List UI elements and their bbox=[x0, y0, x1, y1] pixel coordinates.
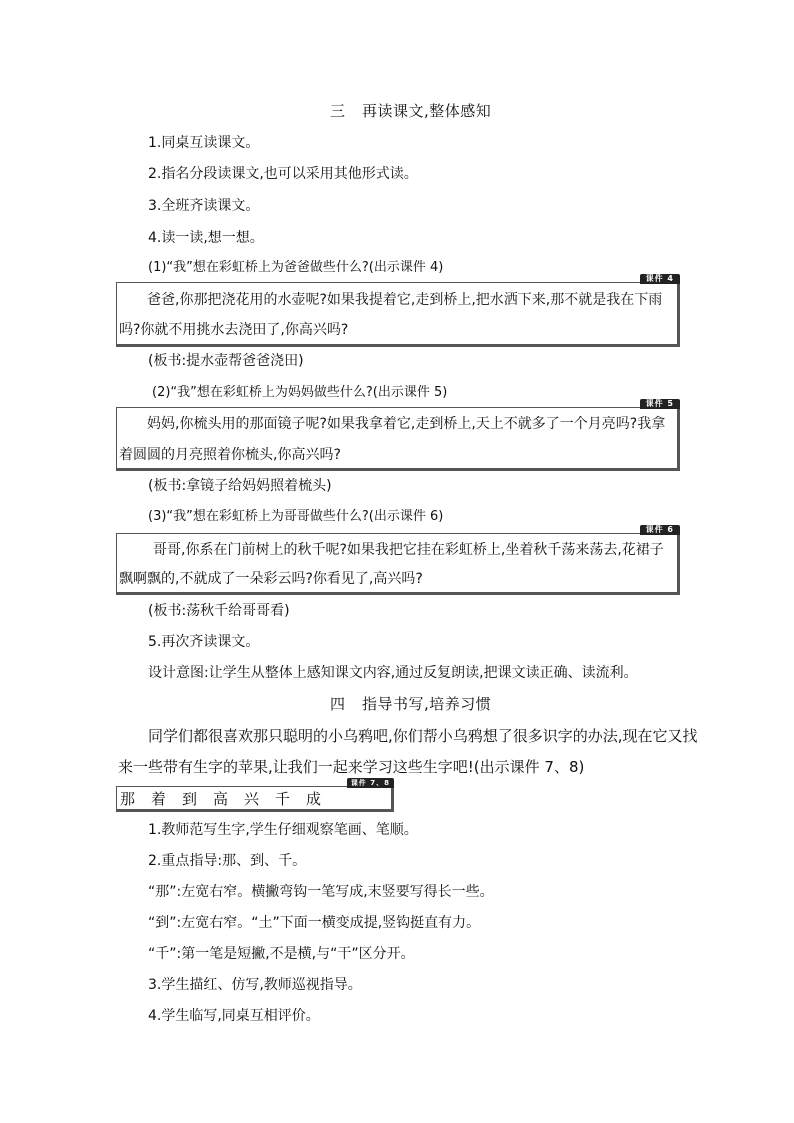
board-note-2: (板书:拿镜子给妈妈照着梳头) bbox=[148, 478, 332, 494]
box-6-line-2: 飘啊飘的,不就成了一朵彩云吗?你看见了,高兴吗? bbox=[119, 571, 423, 587]
courseware-tag-4: 课件 4 bbox=[640, 274, 680, 284]
character-dao: 到 bbox=[182, 790, 198, 808]
box-5-line-1: 妈妈,你梳头用的那面镜子呢?如果我拿着它,走到桥上,天上不就多了一个月亮吗?我拿 bbox=[147, 416, 666, 432]
section-4-number: 四 bbox=[330, 695, 346, 713]
courseware-tag-7-8: 课件 7、8 bbox=[347, 778, 394, 788]
courseware-box-6 bbox=[116, 525, 680, 595]
section-3-title: 再读课文,整体感知 bbox=[362, 102, 492, 120]
section-4-heading bbox=[330, 694, 491, 714]
box-5-line-2: 着圆圆的月亮照着你梳头,你高兴吗? bbox=[119, 447, 341, 463]
box-4-line-2: 吗?你就不用挑水去浇田了,你高兴吗? bbox=[119, 322, 349, 338]
box-6-line-1: 哥哥,你系在门前树上的秋千呢?如果我把它挂在彩虹桥上,坐着秋千荡来荡去,花裙子 bbox=[153, 542, 664, 558]
character-cheng: 成 bbox=[306, 790, 322, 808]
step-4: 4.读一读,想一想。 bbox=[148, 230, 264, 246]
character-zhe: 着 bbox=[151, 790, 167, 808]
new-characters-box bbox=[116, 779, 394, 812]
board-note-3: (板书:荡秋千给哥哥看) bbox=[148, 603, 290, 619]
box-4-line-1: 爸爸,你那把浇花用的水壶呢?如果我提着它,走到桥上,把水洒下来,那不就是我在下雨 bbox=[147, 292, 663, 308]
section-4-intro-line-1: 同学们都很喜欢那只聪明的小乌鸦吧,你们帮小乌鸦想了很多识字的办法,现在它又找 bbox=[148, 727, 698, 745]
guide-qian: “千”:第一笔是短撇,不是横,与“干”区分开。 bbox=[148, 946, 415, 962]
board-note-1: (板书:提水壶帮爸爸浇田) bbox=[148, 353, 304, 369]
question-1: (1)“我”想在彩虹桥上为爸爸做些什么?(出示课件 4) bbox=[148, 260, 444, 275]
new-characters bbox=[120, 789, 337, 809]
question-3: (3)“我”想在彩虹桥上为哥哥做些什么?(出示课件 6) bbox=[148, 509, 444, 524]
step-3: 3.全班齐读课文。 bbox=[148, 198, 260, 214]
character-na: 那 bbox=[120, 790, 136, 808]
guide-dao: “到”:左宽右窄。“土”下面一横变成提,竖钩挺直有力。 bbox=[148, 915, 481, 931]
writing-step-2: 2.重点指导:那、到、千。 bbox=[148, 853, 307, 869]
guide-na: “那”:左宽右窄。横撇弯钩一笔写成,末竖要写得长一些。 bbox=[148, 884, 494, 900]
character-gao: 高 bbox=[213, 790, 229, 808]
writing-step-4: 4.学生临写,同桌互相评价。 bbox=[148, 1008, 320, 1024]
section-4-title: 指导书写,培养习惯 bbox=[362, 695, 492, 713]
character-qian: 千 bbox=[275, 790, 291, 808]
courseware-box-4 bbox=[116, 274, 680, 347]
courseware-box-5 bbox=[116, 399, 680, 471]
step-2: 2.指名分段读课文,也可以采用其他形式读。 bbox=[148, 166, 418, 182]
section-3-number: 三 bbox=[330, 102, 346, 120]
design-intent: 设计意图:让学生从整体上感知课文内容,通过反复朗读,把课文读正确、读流利。 bbox=[148, 665, 638, 681]
section-4-intro-line-2: 来一些带有生字的苹果,让我们一起来学习这些生字吧!(出示课件 7、8) bbox=[118, 758, 585, 776]
step-5: 5.再次齐读课文。 bbox=[148, 634, 260, 650]
writing-step-1: 1.教师范写生字,学生仔细观察笔画、笔顺。 bbox=[148, 822, 418, 838]
character-xing: 兴 bbox=[244, 790, 260, 808]
step-1: 1.同桌互读课文。 bbox=[148, 135, 260, 151]
section-3-heading bbox=[330, 101, 491, 121]
question-2: (2)“我”想在彩虹桥上为妈妈做些什么?(出示课件 5) bbox=[152, 385, 448, 400]
writing-step-3: 3.学生描红、仿写,教师巡视指导。 bbox=[148, 977, 362, 993]
courseware-tag-6: 课件 6 bbox=[640, 525, 680, 535]
courseware-tag-5: 课件 5 bbox=[640, 399, 680, 409]
